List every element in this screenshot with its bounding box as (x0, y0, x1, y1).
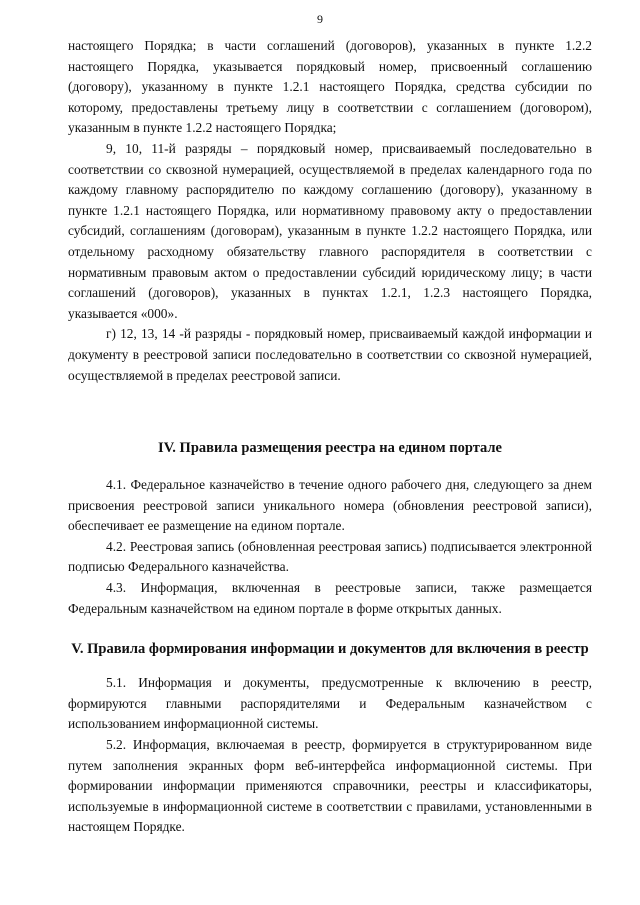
section-5-heading: V. Правила формирования информации и документов для включения в реестр (71, 641, 589, 658)
page-content (68, 36, 592, 838)
paragraph-4-3: 4.3. Информация, включенная в реестровые записи, также размещается Федеральным казначейством на едином портале в форме открытых данных. (68, 580, 592, 616)
paragraph-digits-9-11: 9, 10, 11-й разряды – порядковый номер, присваиваемый последовательно в соответствии со сквозной нумерацией, осуществляемой в пределах календарного года по каждому главному распорядителю по каждому соглашению (договору), указанному в пункте 1.2.1 настоящего Порядка, или нормативному правовому акту о предоставлении субсидий, соглашениям (договорам), указанным в пункте 1.2.2 настоящего Порядка, или отдельному расходному обязательству главного распорядителя в соответствии с нормативным правовым актом о предоставлении субсидий юридическому лицу; в части соглашений (договоров), указанных в пунктах 1.2.1, 1.2.3 настоящего Порядка, указывается «000». (68, 140, 592, 321)
paragraph-4-1: 4.1. Федеральное казначейство в течение одного рабочего дня, следующего за днем присвоения реестровой записи уникального номера (обновления реестровой записи), обеспечивает ее размещение на едином портале. (68, 477, 592, 534)
paragraph-digits-12-14: г) 12, 13, 14 -й разряды - порядковый номер, присваиваемый каждой информации и документу в реестровой записи последовательно в соответствии со сквозной нумерацией, осуществляемой в пределах реестровой записи. (68, 326, 592, 383)
page-number: 9 (317, 12, 323, 26)
paragraph-5-2: 5.2. Информация, включаемая в реестр, формируется в структурированном виде путем заполнения экранных форм веб-интерфейса информационной системы. При формировании информации применяются справочники, реестры и классификаторы, используемые в информационной системе в соответствии с правилами, установленными в настоящем Порядке. (68, 737, 592, 835)
paragraph-continuation: настоящего Порядка; в части соглашений (договоров), указанных в пункте 1.2.2 настоящего Порядка, указывается порядковый номер, присвоенный соглашению (договору), указанному в пункте 1.2.1 настоящего Порядка, средства субсидии по которому, предоставлены третьему лицу в соответствии с соглашением (договором), указанным в пункте 1.2.2 настоящего Порядка; (68, 38, 592, 136)
paragraph-5-1: 5.1. Информация и документы, предусмотренные к включению в реестр, формируются главными распорядителями и Федеральным казначейством с использованием информационной системы. (68, 675, 592, 732)
paragraph-4-2: 4.2. Реестровая запись (обновленная реестровая запись) подписывается электронной подписью Федерального казначейства. (68, 538, 592, 575)
section-4-heading: IV. Правила размещения реестра на едином портале (158, 440, 502, 457)
